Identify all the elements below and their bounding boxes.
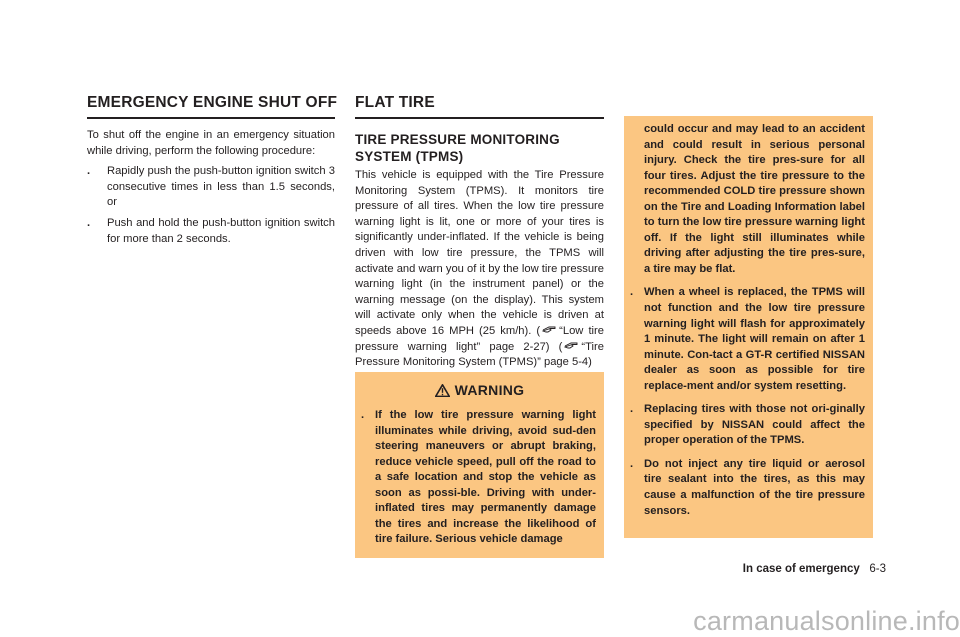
bullet-dot: . — [630, 457, 634, 470]
warning-item-text: Do not inject any tire liquid or aerosol tire sealant into the tires, as this may cause a malfunction of the tire pressure sensors. — [644, 457, 865, 517]
bullet-dot: . — [630, 286, 634, 299]
warning-item — [624, 402, 873, 449]
warning-triangle-icon — [435, 384, 450, 397]
footer-page-number: 6-3 — [869, 563, 886, 575]
list-item-text: Push and hold the push-button ignition switch for more than 2 seconds. — [107, 216, 335, 245]
footer-section-name: In case of emergency — [742, 563, 860, 575]
warning-item-continued: could occur and may lead to an accident and could result in serious personal injury. Check the tire pres-sure for all four tires. Adjust the tire pressure to the recommended COLD tire pressure shown on the Tire and Loading Information label to turn the low tire pressure warning light off. If the light still illuminates while driving after adjusting the tire pres-sure, a tire may be flat. — [644, 123, 865, 275]
list-item — [87, 216, 335, 247]
watermark: carmanualsonline.info — [693, 606, 960, 636]
tpms-body-text: This vehicle is equipped with the Tire Pressure Monitoring System (TPMS). It monitors tire pressure of all tires. When the low tire pressure warning light is lit, one or more of your tires is significantly under-inflated. If the vehicle is being driven with low tire pressure, the TPMS will activate and warn you of it by the low tire pressure warning light (in the instrument panel) or the warning message (on the display). This system will activate only when the vehicle is driven at speeds above 16 MPH (25 km/h). — [355, 169, 604, 337]
section-heading-flat-tire: FLAT TIRE — [355, 94, 604, 119]
warning-item-text: Replacing tires with those not ori-ginally specified by NISSAN could affect the proper operation of the TPMS. — [644, 403, 865, 447]
warning-title-text: WARNING — [454, 382, 525, 398]
bullet-dot: . — [361, 409, 365, 421]
warning-title — [355, 372, 604, 398]
bullet-dot: . — [630, 403, 634, 416]
pointing-hand-icon[interactable] — [542, 325, 557, 335]
subheading-tpms: TIRE PRESSURE MONITORING SYSTEM (TPMS) — [355, 132, 560, 164]
warning-box-continued — [624, 116, 873, 538]
warning-item-text: If the low tire pressure warning light illuminates while driving, avoid sud-den steering maneuvers or abrupt braking, reduce vehicle speed, pull off the road to a safe location and stop the vehicle as soon as possi-ble. Driving with under-inflated tires may permanently damage the tires and increase the likelihood of tire failure. Serious vehicle damage — [375, 409, 596, 546]
list-item-text: Rapidly push the push-button ignition switch 3 consecutive times in less than 1.5 seconds, or — [107, 165, 335, 209]
reference-link[interactable]: “Low tire pressure warning light” page 2-27) — [355, 324, 604, 353]
tpms-paragraph: This vehicle is equipped with the Tire Pressure Monitoring System (TPMS). It monitors tire pressure of all tires. When the low tire pressure warning light is lit, one or more of your tires is significantly under-inflated. If the vehicle is being driven with low tire pressure, the TPMS will activate and warn you of it by the low tire pressure warning light (in the instrument panel) or the warning message (on the display). This system will activate only when the vehicle is driven at speeds above 16 MPH (25 km/h). ( “Low tire pressure warning light” page 2-27) ( “Tire Pressure Monitoring System (TPMS)” page 5-4) — [355, 169, 604, 369]
warning-item — [355, 408, 604, 548]
intro-paragraph: To shut off the engine in an emergency situation while driving, perform the following procedure: — [87, 129, 335, 157]
pointing-hand-icon[interactable] — [564, 341, 579, 351]
page-footer — [743, 563, 886, 575]
list-item — [87, 164, 335, 211]
warning-item — [624, 457, 873, 519]
middle-column — [355, 94, 604, 371]
warning-item-text: When a wheel is replaced, the TPMS will not function and the low tire pressure warning light will flash for approximately 1 minute. The light will remain on after 1 minute. Con-tact a GT-R certified NISSAN dealer as soon as possible for tire replace-ment and/or system resetting. — [644, 286, 865, 392]
left-column — [87, 94, 338, 247]
warning-box — [355, 372, 604, 558]
reference-link[interactable]: “Tire Pressure Monitoring System (TPMS)” page 5-4) — [355, 340, 604, 369]
bullet-dot: . — [87, 216, 91, 229]
warning-item — [624, 285, 873, 394]
section-heading-emergency-shutoff: EMERGENCY ENGINE SHUT OFF — [87, 94, 335, 119]
bullet-dot: . — [87, 165, 91, 178]
